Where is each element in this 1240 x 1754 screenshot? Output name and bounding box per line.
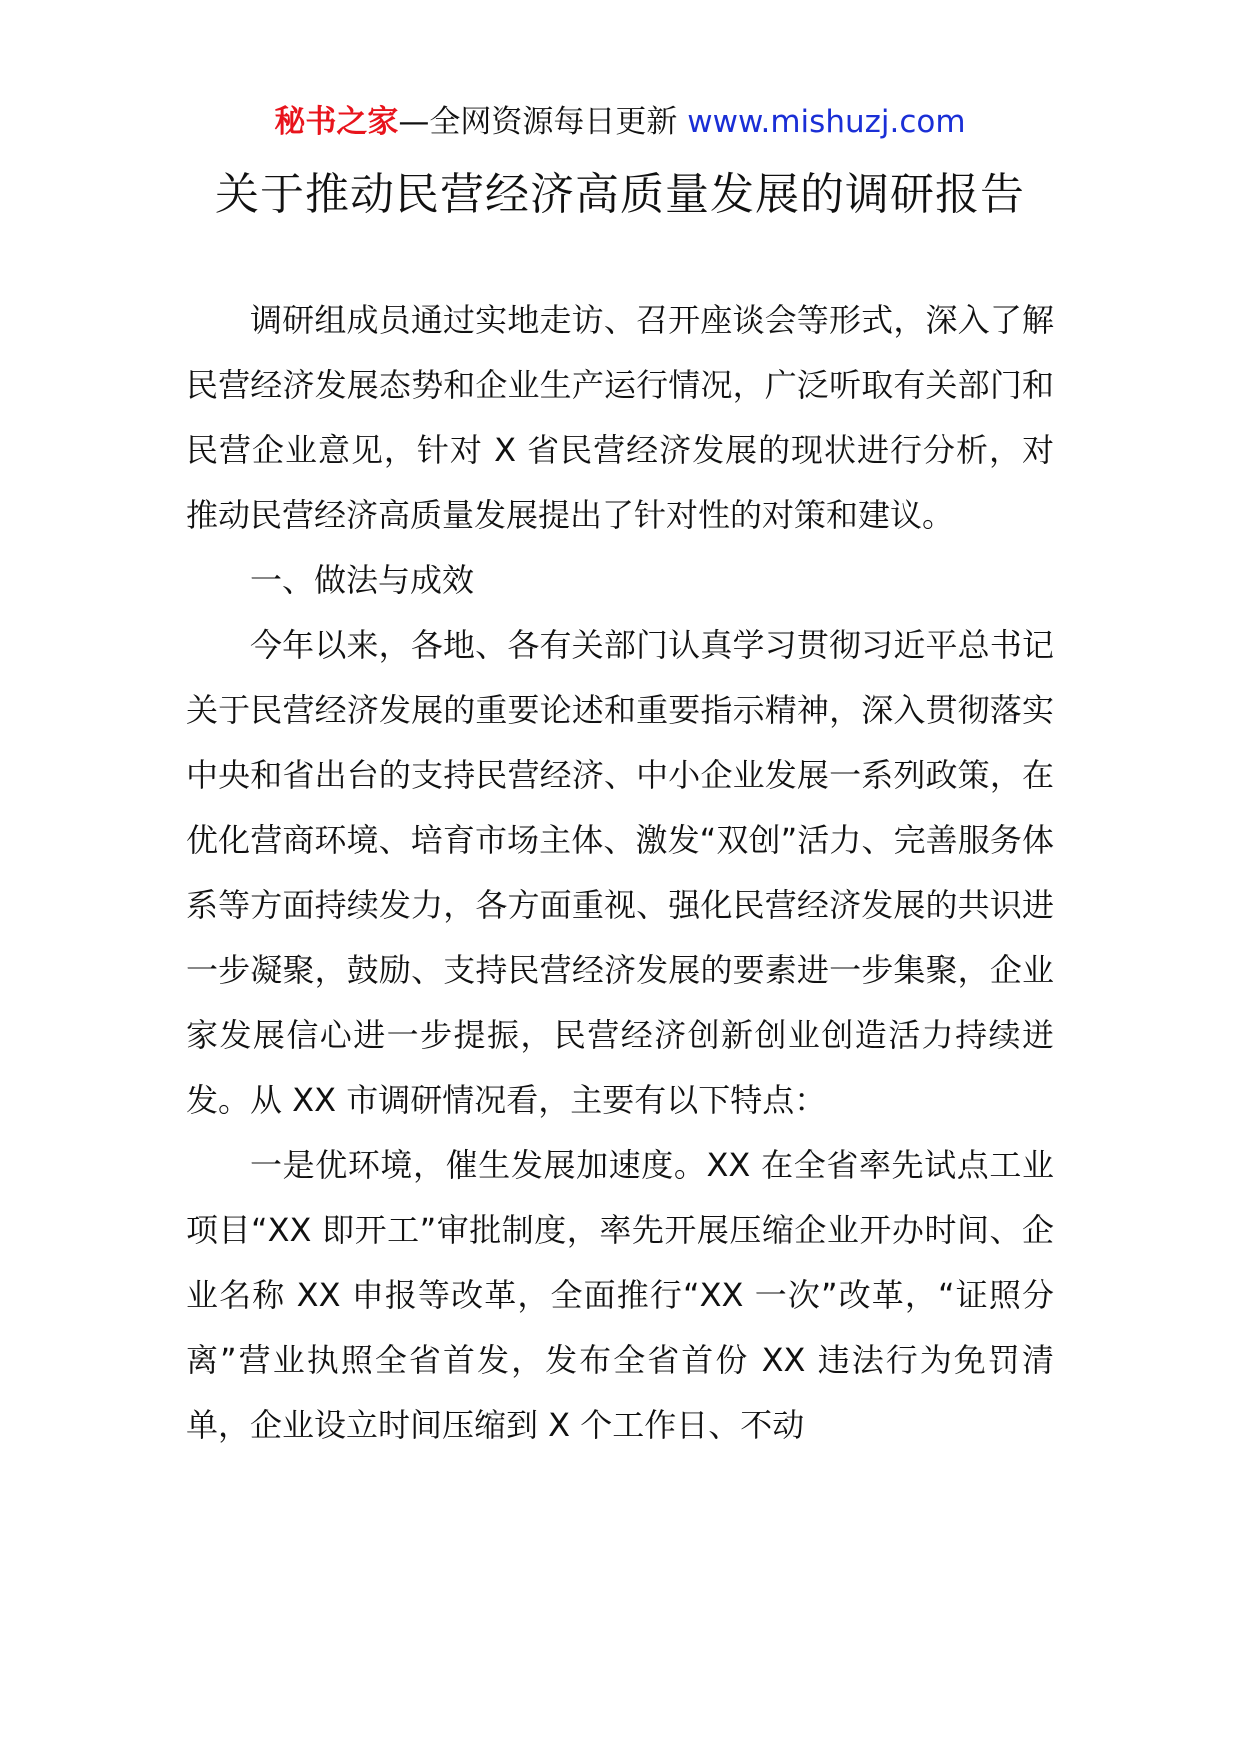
body-paragraph: 今年以来，各地、各有关部门认真学习贯彻习近平总书记关于民营经济发展的重要论述和重要指示精神，深入贯彻落实中央和省出台的支持民营经济、中小企业发展一系列政策，在优化营商环境、培育市场主体、激发“双创”活力、完善服务体系等方面持续发力，各方面重视、强化民营经济发展的共识进一步凝聚，鼓励、支持民营经济发展的要素进一步集聚，企业家发展信心进一步提振，民营经济创新创业创造活力持续迸发。从 XX 市调研情况看，主要有以下特点： — [186, 626, 1054, 1119]
brand-name: 秘书之家 — [274, 104, 399, 140]
section-heading: 一、做法与成效 — [250, 561, 475, 599]
body-paragraph: 一是优环境，催生发展加速度。XX 在全省率先试点工业项目“XX 即开工”审批制度，率先开展压缩企业开办时间、企业名称 XX 申报等改革，全面推行“XX 一次”改革，“证照分离”营业执照全省首发，发布全省首份 XX 违法行为免罚清单，企业设立时间压缩到 X 个工作日、不动 — [186, 1146, 1054, 1444]
intro-paragraph: 调研组成员通过实地走访、召开座谈会等形式，深入了解民营经济发展态势和企业生产运行情况，广泛听取有关部门和民营企业意见，针对 X 省民营经济发展的现状进行分析，对推动民营经济高质量发展提出了针对性的对策和建议。 — [186, 301, 1054, 534]
site-url-link[interactable]: www.mishuzj.com — [687, 104, 966, 140]
header-slogan: —全网资源每日更新 — [398, 104, 688, 140]
site-header — [0, 100, 1240, 144]
document-body — [186, 288, 1054, 1458]
document-title: 关于推动民营经济高质量发展的调研报告 — [215, 169, 1025, 220]
